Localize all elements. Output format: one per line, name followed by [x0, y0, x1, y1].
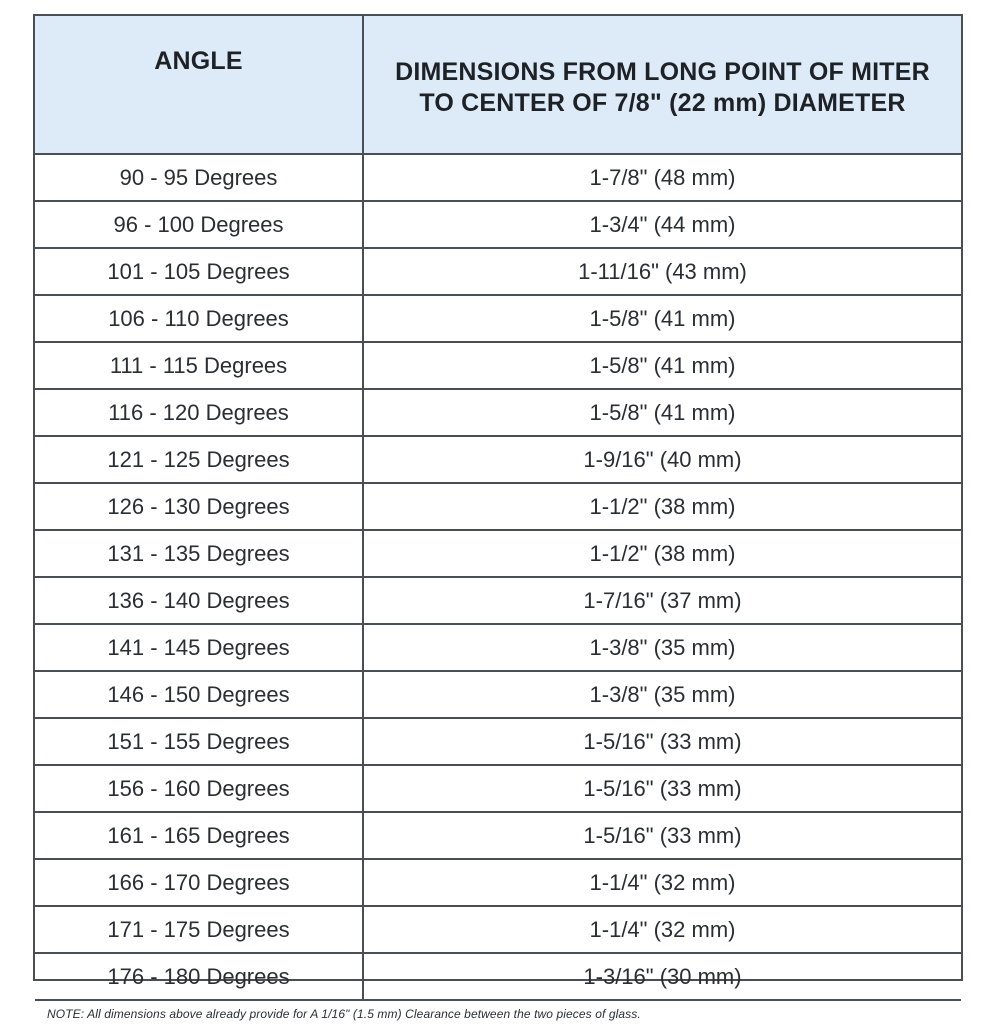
angle-cell: 121 - 125 Degrees: [35, 436, 363, 483]
dimension-cell: 1-1/2" (38 mm): [363, 483, 961, 530]
table-row: [35, 624, 961, 671]
miter-dimensions-table: [33, 14, 963, 1021]
dimension-cell: 1-5/16" (33 mm): [363, 765, 961, 812]
table-row: [35, 483, 961, 530]
dimension-cell: 1-3/4" (44 mm): [363, 201, 961, 248]
header-row: [35, 16, 961, 154]
dimension-cell: 1-5/16" (33 mm): [363, 718, 961, 765]
angle-cell: 141 - 145 Degrees: [35, 624, 363, 671]
angle-cell: 176 - 180 Degrees: [35, 953, 363, 1000]
dimension-cell: 1-5/8" (41 mm): [363, 389, 961, 436]
dimension-cell: 1-5/8" (41 mm): [363, 342, 961, 389]
table-row: [35, 765, 961, 812]
table-row: [35, 201, 961, 248]
table-row: [35, 530, 961, 577]
table-note: NOTE: All dimensions above already provide for A 1/16" (1.5 mm) Clearance between the two pieces of glass.: [47, 1007, 641, 1021]
angle-cell: 171 - 175 Degrees: [35, 906, 363, 953]
dimension-cell: 1-5/16" (33 mm): [363, 812, 961, 859]
table-row: [35, 248, 961, 295]
angle-cell: 146 - 150 Degrees: [35, 671, 363, 718]
angle-cell: 136 - 140 Degrees: [35, 577, 363, 624]
dimension-cell: 1-3/8" (35 mm): [363, 671, 961, 718]
table-row: [35, 953, 961, 1000]
dimension-header-line-1: DIMENSIONS FROM LONG POINT OF MITER: [395, 57, 930, 86]
table-row: [35, 342, 961, 389]
angle-cell: 90 - 95 Degrees: [35, 154, 363, 201]
angle-cell: 111 - 115 Degrees: [35, 342, 363, 389]
angle-cell: 116 - 120 Degrees: [35, 389, 363, 436]
dimension-cell: 1-3/16" (30 mm): [363, 953, 961, 1000]
note-row: [35, 1000, 961, 1027]
table-row: [35, 671, 961, 718]
data-table: [35, 16, 961, 1027]
dimension-cell: 1-7/8" (48 mm): [363, 154, 961, 201]
dimension-cell: 1-11/16" (43 mm): [363, 248, 961, 295]
dimension-cell: 1-5/8" (41 mm): [363, 295, 961, 342]
dimension-cell: 1-1/2" (38 mm): [363, 530, 961, 577]
table-row: [35, 812, 961, 859]
angle-cell: 96 - 100 Degrees: [35, 201, 363, 248]
dimension-column-header: [363, 16, 961, 154]
dimension-cell: 1-1/4" (32 mm): [363, 906, 961, 953]
angle-cell: 101 - 105 Degrees: [35, 248, 363, 295]
angle-cell: 156 - 160 Degrees: [35, 765, 363, 812]
table-row: [35, 389, 961, 436]
table-row: [35, 436, 961, 483]
dimension-cell: 1-9/16" (40 mm): [363, 436, 961, 483]
table-row: [35, 718, 961, 765]
table-row: [35, 577, 961, 624]
angle-cell: 151 - 155 Degrees: [35, 718, 363, 765]
angle-cell: 126 - 130 Degrees: [35, 483, 363, 530]
angle-cell: 131 - 135 Degrees: [35, 530, 363, 577]
table-row: [35, 154, 961, 201]
table-body: [35, 154, 961, 1027]
dimension-header-line-2: TO CENTER OF 7/8" (22 mm) DIAMETER: [419, 88, 906, 117]
dimension-cell: 1-1/4" (32 mm): [363, 859, 961, 906]
angle-cell: 161 - 165 Degrees: [35, 812, 363, 859]
angle-cell: 106 - 110 Degrees: [35, 295, 363, 342]
dimension-cell: 1-3/8" (35 mm): [363, 624, 961, 671]
angle-cell: 166 - 170 Degrees: [35, 859, 363, 906]
table-row: [35, 295, 961, 342]
table-row: [35, 859, 961, 906]
table-row: [35, 906, 961, 953]
angle-column-header: ANGLE: [35, 16, 363, 154]
dimension-cell: 1-7/16" (37 mm): [363, 577, 961, 624]
